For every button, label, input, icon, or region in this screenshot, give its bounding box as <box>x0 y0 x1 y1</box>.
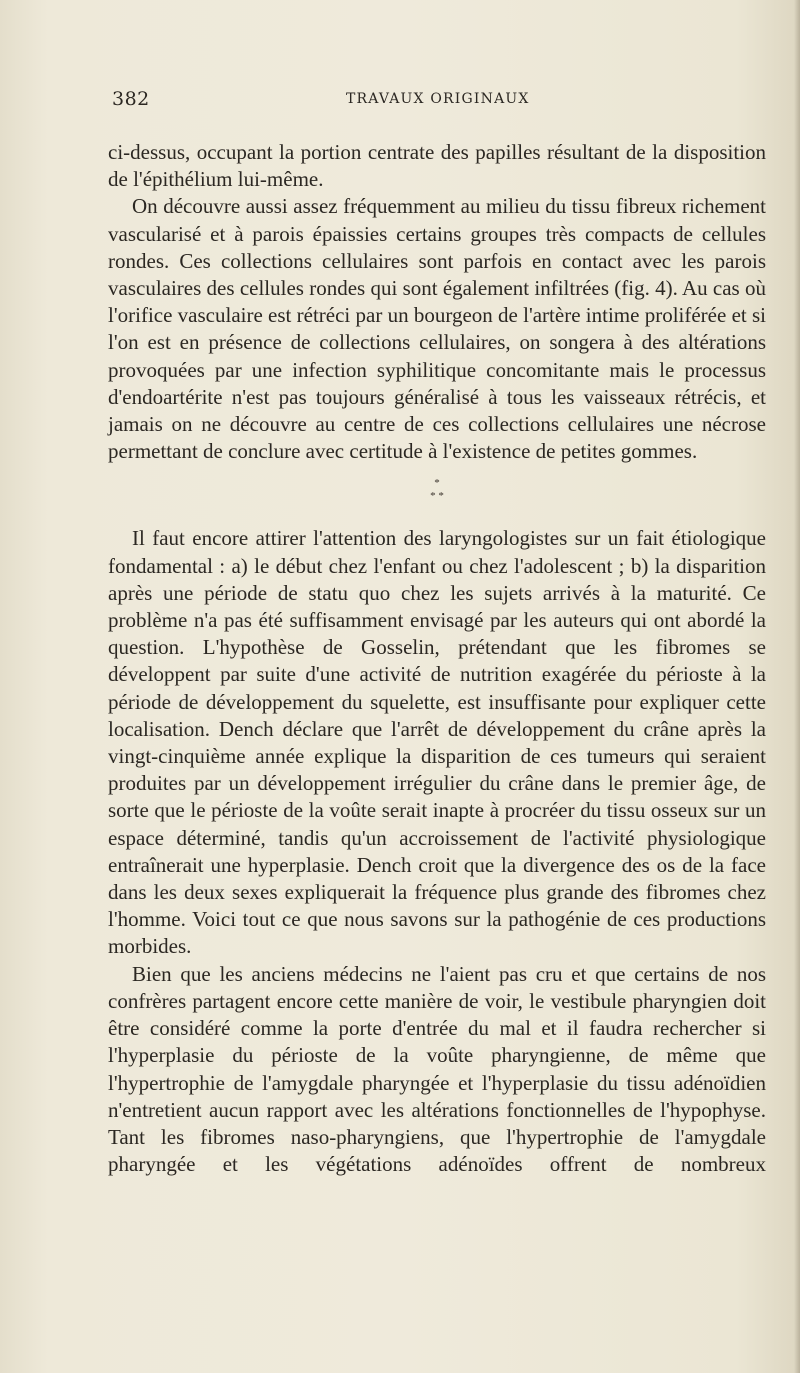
running-title: TRAVAUX ORIGINAUX <box>346 91 530 107</box>
page-edge-shadow <box>794 0 800 1373</box>
section-separator <box>108 465 766 525</box>
asterism-top: * <box>434 477 440 490</box>
running-head <box>108 88 766 116</box>
paragraph-pharyngeal-vestibule: Bien que les anciens médecins ne l'aient pas cru et que certains de nos confrères partagent encore cette manière de voir, le vestibule pharyngien doit être considéré comme la porte d'entrée du mal et il faudra rechercher si l'hyperplasie du périoste de la voûte pharyngienne, de même que l'hypertrophie de l'amygdale pharyngée et l'hyperplasie du tissu adénoïdien n'entretient aucun rapport avec les altérations fonctionnelles de l'hypophyse. Tant les fibromes naso-pharyngiens, que l'hypertrophie de l'amygdale pharyngée et les végétations adénoïdes offrent de nombreux <box>108 961 766 1177</box>
asterism <box>108 477 766 503</box>
page-number: 382 <box>112 88 150 110</box>
paragraph-vascular-collections: On découvre aussi assez fréquemment au milieu du tissu fibreux richement vascularisé et à parois épaissies certains groupes très compacts de cellules rondes. Ces collections cellulaires sont parfois en contact avec les parois vasculaires des cellules rondes qui sont également infiltrées (fig. 4). Au cas où l'orifice vasculaire est rétréci par un bourgeon de l'artère intime proliférée et si l'on est en présence de collections cellulaires, on songera à des altérations provoquées par une infection syphilitique concomitante mais le processus d'endoartérite n'est pas toujours généralisé à tous les vaisseaux rétrécis, et jamais on ne découvre au centre de ces collections cellulaires une nécrose permettant de conclure avec certitude à l'existence de petites gommes. <box>108 194 766 464</box>
asterism-bottom: * * <box>430 490 444 503</box>
paragraph-continuation: ci-dessus, occupant la portion centrate des papilles résultant de la disposition de l'épithélium lui-même. <box>108 140 766 192</box>
paragraph-etiology: Il faut encore attirer l'attention des laryngologistes sur un fait étiologique fondamental : a) le début chez l'enfant ou chez l'adolescent ; b) la disparition après une période de statu quo chez les sujets arrivés à la maturité. Ce problème n'a pas été suffisamment envisagé par les auteurs qui ont abordé la question. L'hypothèse de Gosselin, prétendant que les fibromes se développent par suite d'une activité de nutrition exagérée du périoste à la période de développement du squelette, est insuffisante pour expliquer cette localisation. Dench déclare que l'arrêt de développement du crâne après la vingt-cinquième année explique la disparition de ces tumeurs qui seraient produites par un développement irrégulier du crâne dans le premier âge, de sorte que le périoste de la voûte serait inapte à procréer du tissu osseux sur un espace déterminé, tandis qu'un accroissement de l'activité physiologique entraînerait une hyperplasie. Dench croit que la divergence des os de la face dans les deux sexes expliquerait la fréquence plus grande des fibromes chez l'homme. Voici tout ce que nous savons sur la pathogénie de ces productions morbides. <box>108 526 766 959</box>
body-text <box>108 139 766 1178</box>
